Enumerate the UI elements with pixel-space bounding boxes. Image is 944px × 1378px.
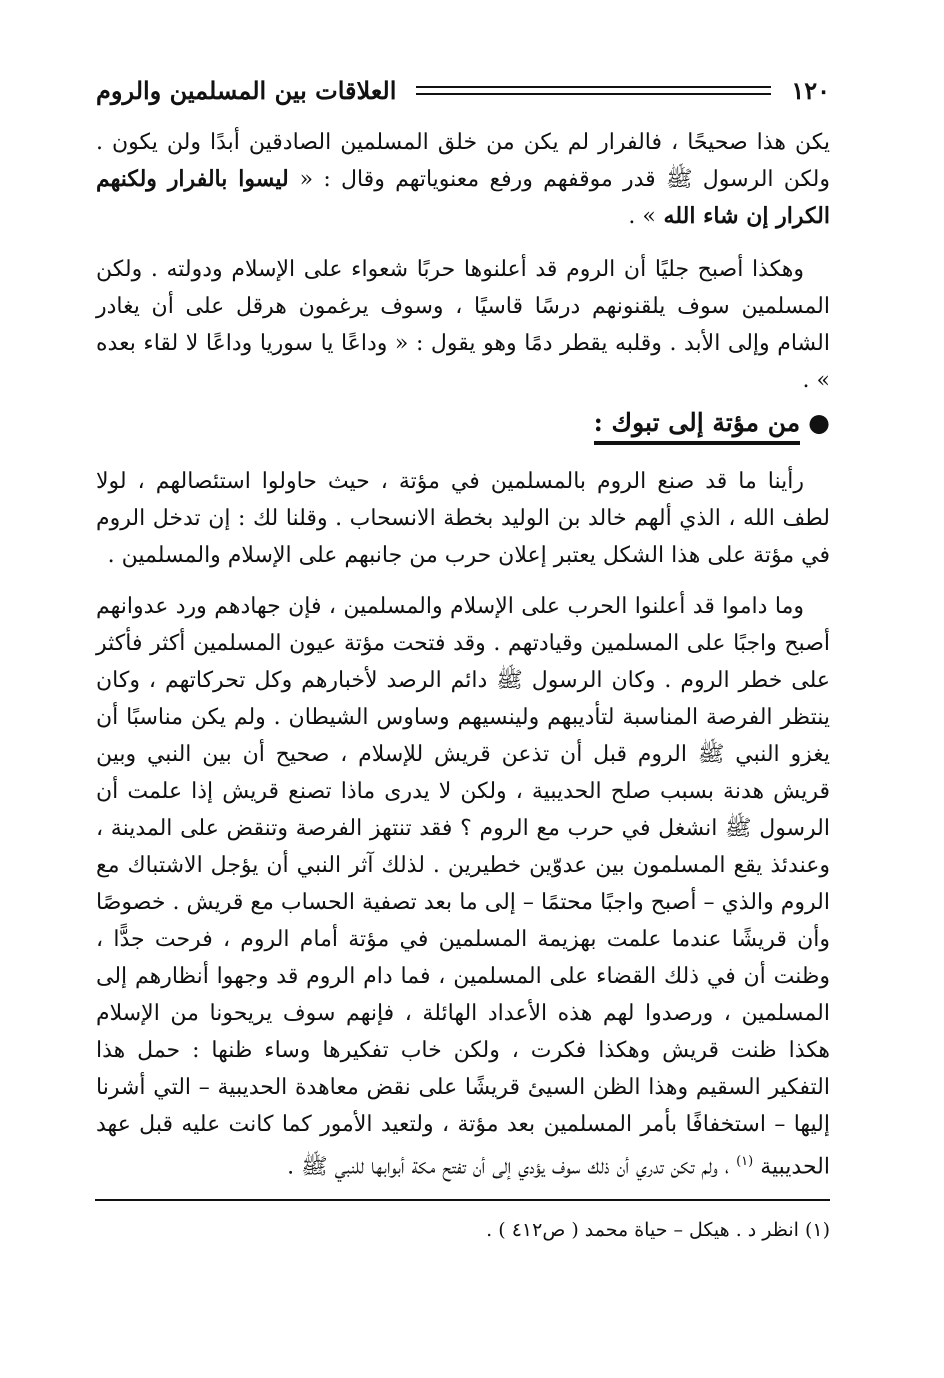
paragraph-1-text: يكن هذا صحيحًا ، فالفرار لم يكن من خلق المسلمين الصادقين أبدًا ولن يكون . ولكن الرسول ﷺ قدر موقفهم ورفع معنوياتهم وقال : « bbox=[96, 130, 830, 192]
paragraph-4 bbox=[96, 588, 830, 1185]
header-double-rule bbox=[416, 86, 771, 95]
book-page bbox=[96, 70, 830, 1245]
section-heading bbox=[96, 403, 830, 443]
page-number: ١٢٠ bbox=[791, 75, 830, 105]
bullet-icon: ● bbox=[808, 408, 830, 437]
running-title: العلاقات بين المسلمين والروم bbox=[96, 75, 397, 105]
paragraph-4-end: ، ولم تكن تدري أن ذلك سوف يؤدي إلى أن تفتح مكة أبوابها للنبي ﷺ . bbox=[287, 1154, 730, 1180]
paragraph-1-end: » . bbox=[628, 204, 656, 229]
footnote: (١) انظر د . هيكل – حياة محمد ( ص٤١٢ ) . bbox=[486, 1219, 830, 1242]
hadith-quote: ليسوا بالفرار ولكنهم الكرار إن شاء الله bbox=[96, 166, 830, 229]
paragraph-1 bbox=[96, 124, 830, 235]
footnote-separator bbox=[95, 1199, 830, 1201]
paragraph-4-text: وما داموا قد أعلنوا الحرب على الإسلام والمسلمين ، فإن جهادهم ورد عدوانهم أصبح واجبًا على المسلمين وقيادتهم . وقد فتحت مؤتة عيون المسلمين أكثر فأكثر على خطر الروم . وكان الرسول ﷺ دائم الرصد لأخبارهم وكل تحركاتهم ، وكان ينتظر الفرصة المناسبة لتأديبهم ولينسيهم وساوس الشيطان . ولم يكن مناسبًا أن يغزو النبي ﷺ الروم قبل أن تذعن قريش للإسلام ، صحيح أن بين النبي وبين قريش هدنة بسبب صلح الحديبية ، ولكن لا يدرى ماذا تصنع قريش إذا علمت أن الرسول ﷺ انشغل في حرب مع الروم ؟ فقد تنتهز الفرصة وتنقض على المدينة ، وعندئذ يقع المسلمون بين عدوّين خطيرين . لذلك آثر النبي أن يؤجل الاشتباك مع الروم والذي – أصبح واجبًا محتمًا – إلى ما بعد تصفية الحساب مع قريش . خصوصًا وأن قريشًا عندما علمت بهزيمة المسلمين في مؤتة أمام الروم ، فرحت جدًّا ، وظنت أن في ذلك القضاء على المسلمين ، فما دام الروم قد وجهوا أنظارهم إلى المسلمين ، ورصدوا لهم هذه الأعداد الهائلة ، فإنهم سوف يريحونا من الإسلام هكذا ظنت قريش وهكذا فكرت ، ولكن خاب تفكيرها وساء ظنها : حمل هذا التفكير السقيم وهذا الظن السيئ قريشًا على نقض معاهدة الحديبية – التي أشرنا إليها – استخفافًا بأمر المسلمين بعد مؤتة ، ولتعيد الأمور كما كانت عليه قبل عهد الحديبية bbox=[96, 594, 830, 1180]
paragraph-3: رأينا ما قد صنع الروم بالمسلمين في مؤتة ، حيث حاولوا استئصالهم ، لولا لطف الله ، الذي ألهم خالد بن الوليد بخطة الانسحاب . وقلنا لك : إن تدخل الروم في مؤتة على هذا الشكل يعتبر إعلان حرب من جانبهم على الإسلام والمسلمين . bbox=[96, 469, 830, 568]
running-header bbox=[96, 70, 830, 110]
footnote-reference: (١) bbox=[736, 1154, 754, 1169]
section-heading-text: من مؤتة إلى تبوك : bbox=[594, 408, 801, 445]
paragraph-2: وهكذا أصبح جليًا أن الروم قد أعلنوها حربًا شعواء على الإسلام ودولته . ولكن المسلمين سوف يلقنونهم درسًا قاسيًا ، وسوف يرغمون هرقل على أن يغادر الشام وإلى الأبد . وقلبه يقطر دمًا وهو يقول : « وداعًا يا سوريا وداعًا لا لقاء بعده » . bbox=[96, 257, 830, 393]
